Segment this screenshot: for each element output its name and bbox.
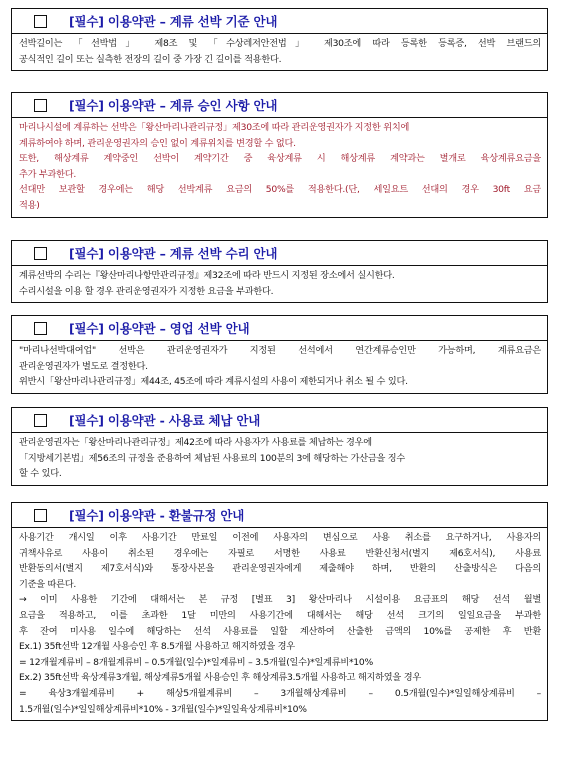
section-header — [11, 240, 548, 266]
body-text-line: 반환동의서(별지 제7호서식)와 통장사본을 관리운영권자에게 제출해야 하며, 반환의 산출방식은 다음의 — [19, 563, 541, 575]
body-text-line: 마리나시설에 계류하는 선박은「왕산마리나관리규정」제30조에 따라 관리운영권자가 지정한 위치에 — [19, 122, 410, 133]
body-text-line: = 12개월계류비 – 8개월계류비 – 0.5개월(일수)*일계류비 – 3.5개월(일수)*일계류비*10% — [19, 656, 373, 668]
section-title: [필수] 이용약관 - 사용료 체납 안내 — [69, 413, 261, 428]
terms-section — [11, 315, 548, 394]
body-text-line: 요금을 적용하고, 이를 초과한 1달 미만의 사용기간에 대해서는 해당 선석 크기의 일일요금을 부과한 — [19, 609, 541, 621]
body-text-line: 관리운영권자가 별도로 결정한다. — [19, 360, 148, 372]
body-text-line: 선박길이는 「선박법」 제8조 및 「수상레저안전법」 제30조에 따라 등록한 등록증, 선박 브랜드의 — [19, 38, 541, 49]
body-text-line: 적용) — [19, 199, 40, 211]
body-text-line: 계류하여야 하며, 관리운영권자의 승인 없이 계류위치를 변경할 수 없다. — [19, 137, 296, 149]
body-text-line: 또한, 해상계류 계약중인 선박이 계약기간 중 육상계류 시 해상계류 계약과는 별개로 육상계류요금을 — [19, 153, 541, 165]
body-text-line: 공식적인 길이 또는 실측한 전장의 길이 중 가장 긴 길이를 적용한다. — [19, 53, 282, 65]
body-text-line: 기준을 따른다. — [19, 578, 77, 590]
section-header — [11, 407, 548, 433]
agree-checkbox[interactable] — [34, 509, 47, 522]
terms-section — [11, 407, 548, 486]
body-text-line: 수리시설을 이용 할 경우 관리운영권자가 지정한 요금을 부과한다. — [19, 285, 274, 297]
section-body — [11, 266, 548, 303]
section-body — [11, 433, 548, 486]
agree-checkbox[interactable] — [34, 322, 47, 335]
body-text-line: 후 잔여 미사용 일수에 해당하는 선석 사용료를 일할 계산하여 산출한 금액의 10%를 공제한 후 반환 — [19, 625, 541, 637]
section-header — [11, 8, 548, 34]
body-text-line: Ex.2) 35ft선박 육상계류3개월, 해상계류5개월 사용승인 후 해상계류3.5개월 사용하고 해지하였을 경우 — [19, 672, 421, 684]
section-header — [11, 92, 548, 118]
body-text-line: 1.5개월(일수)*일일해상계류비*10% - 3개월(일수)*일일육상계류비*10% — [19, 703, 307, 715]
section-title: [필수] 이용약관 – 계류 승인 사항 안내 — [69, 98, 278, 113]
body-text-line: 할 수 있다. — [19, 468, 62, 480]
section-body — [11, 34, 548, 71]
section-title: [필수] 이용약관 – 영업 선박 안내 — [69, 321, 250, 336]
body-text-line: 관리운영권자는「왕산마리나관리규정」제42조에 따라 사용자가 사용료를 체납하는 경우에 — [19, 437, 372, 448]
agree-checkbox[interactable] — [34, 247, 47, 260]
body-text-line: "마리나선박대여업" 선박은 관리운영권자가 지정된 선석에서 연간계류승인만 가능하며, 계류요금은 — [19, 345, 541, 356]
section-header — [11, 315, 548, 341]
section-body — [11, 341, 548, 394]
terms-section — [11, 92, 548, 218]
section-title: [필수] 이용약관 – 계류 선박 수리 안내 — [69, 246, 278, 261]
body-text-line: 「지방세기본법」제56조의 규정을 준용하여 체납된 사용료의 100분의 3에 해당하는 가산금을 징수 — [19, 452, 405, 464]
section-body — [11, 528, 548, 721]
body-text-line: 귀책사유로 사용이 취소된 경우에는 자필로 서명한 사용료 반환신청서(별지 제6호서식), 사용료 — [19, 547, 541, 559]
terms-section — [11, 502, 548, 721]
section-header — [11, 502, 548, 528]
body-text-line: 위반시「왕산마리나관리규정」제44조, 45조에 따라 계류시설의 사용이 제한되거나 취소 될 수 있다. — [19, 376, 408, 388]
agree-checkbox[interactable] — [34, 99, 47, 112]
terms-section — [11, 8, 548, 71]
body-text-line: = 육상3개월계류비 + 해상5개월계류비 – 3개월해상계류비 – 0.5개월(일수)*일일해상계류비 – — [19, 687, 541, 699]
agree-checkbox[interactable] — [34, 15, 47, 28]
section-body — [11, 118, 548, 218]
body-text-line: 사용기간 개시일 이후 사용기간 만료일 이전에 사용자의 변심으로 사용 취소를 요구하거나, 사용자의 — [19, 532, 541, 543]
body-text-line: Ex.1) 35ft선박 12개월 사용승인 후 8.5개월 사용하고 해지하였을 경우 — [19, 641, 295, 653]
terms-section — [11, 240, 548, 303]
body-text-line: 선대만 보관할 경우에는 해당 선박계류 요금의 50%를 적용한다.(단, 세일요트 선대의 경우 30ft 요금 — [19, 184, 541, 196]
body-text-line: 계류선박의 수리는『왕산마리나항만관리규정』제32조에 따라 반드시 지정된 장소에서 실시한다. — [19, 270, 395, 281]
section-title: [필수] 이용약관 – 계류 선박 기준 안내 — [69, 14, 278, 29]
section-title: [필수] 이용약관 - 환불규정 안내 — [69, 508, 245, 523]
body-text-line: 추가 부과한다. — [19, 168, 77, 180]
body-text-line: → 이미 사용한 기간에 대해서는 본 규정 [별표 3] 왕산마리나 시설이용 요금표의 해당 선석 월별 — [19, 594, 541, 606]
agree-checkbox[interactable] — [34, 414, 47, 427]
